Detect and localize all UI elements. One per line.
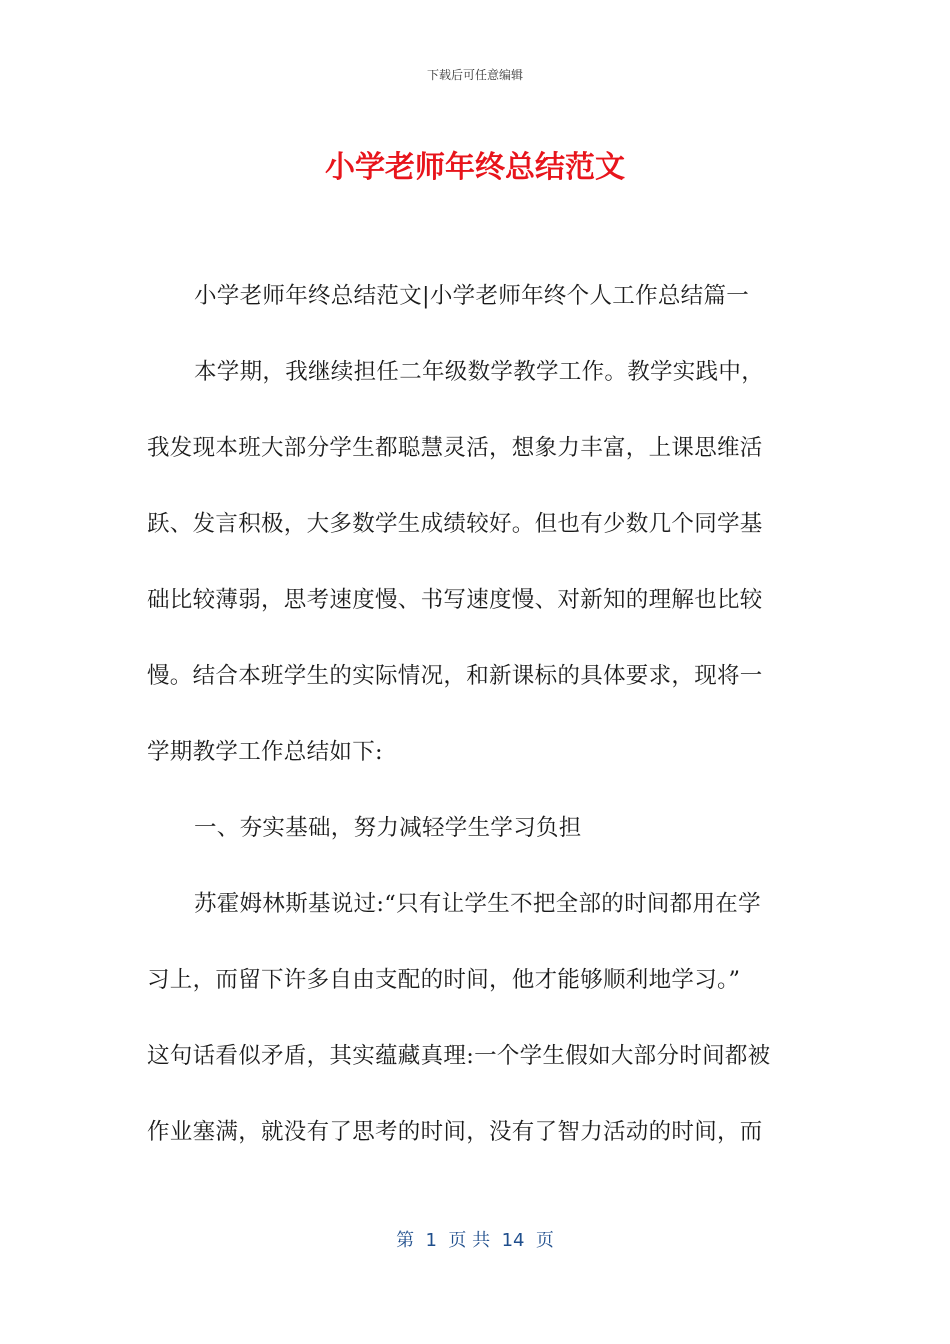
paragraph-line: 慢。结合本班学生的实际情况，和新课标的具体要求，现将一	[147, 663, 763, 689]
paragraph-line: 这句话看似矛盾，其实蕴藏真理:一个学生假如大部分时间都被	[147, 1043, 771, 1069]
paragraph-line: 我发现本班大部分学生都聪慧灵活，想象力丰富，上课思维活	[147, 435, 763, 461]
document-body	[147, 268, 807, 1180]
paragraph-line: 础比较薄弱，思考速度慢、书写速度慢、对新知的理解也比较	[147, 587, 763, 613]
paragraph-line: 作业塞满，就没有了思考的时间，没有了智力活动的时间，而	[147, 1119, 763, 1145]
paragraph-line: 苏霍姆林斯基说过:“只有让学生不把全部的时间都用在学	[194, 891, 761, 917]
paragraph-line: 小学老师年终总结范文|小学老师年终个人工作总结篇一	[194, 283, 750, 309]
paragraph-line: 本学期，我继续担任二年级数学教学工作。教学实践中，	[194, 359, 765, 385]
document-title: 小学老师年终总结范文	[325, 150, 625, 185]
paragraph-line: 习上，而留下许多自由支配的时间，他才能够顺利地学习。”	[147, 967, 741, 993]
page-number-footer: 第 1 页 共 14 页	[396, 1230, 554, 1251]
header-note: 下载后可任意编辑	[426, 68, 523, 82]
paragraph-line: 学期教学工作总结如下:	[147, 739, 383, 765]
paragraph-line: 跃、发言积极，大多数学生成绩较好。但也有少数几个同学基	[147, 511, 763, 537]
section-heading: 一、夯实基础，努力减轻学生学习负担	[194, 815, 582, 841]
